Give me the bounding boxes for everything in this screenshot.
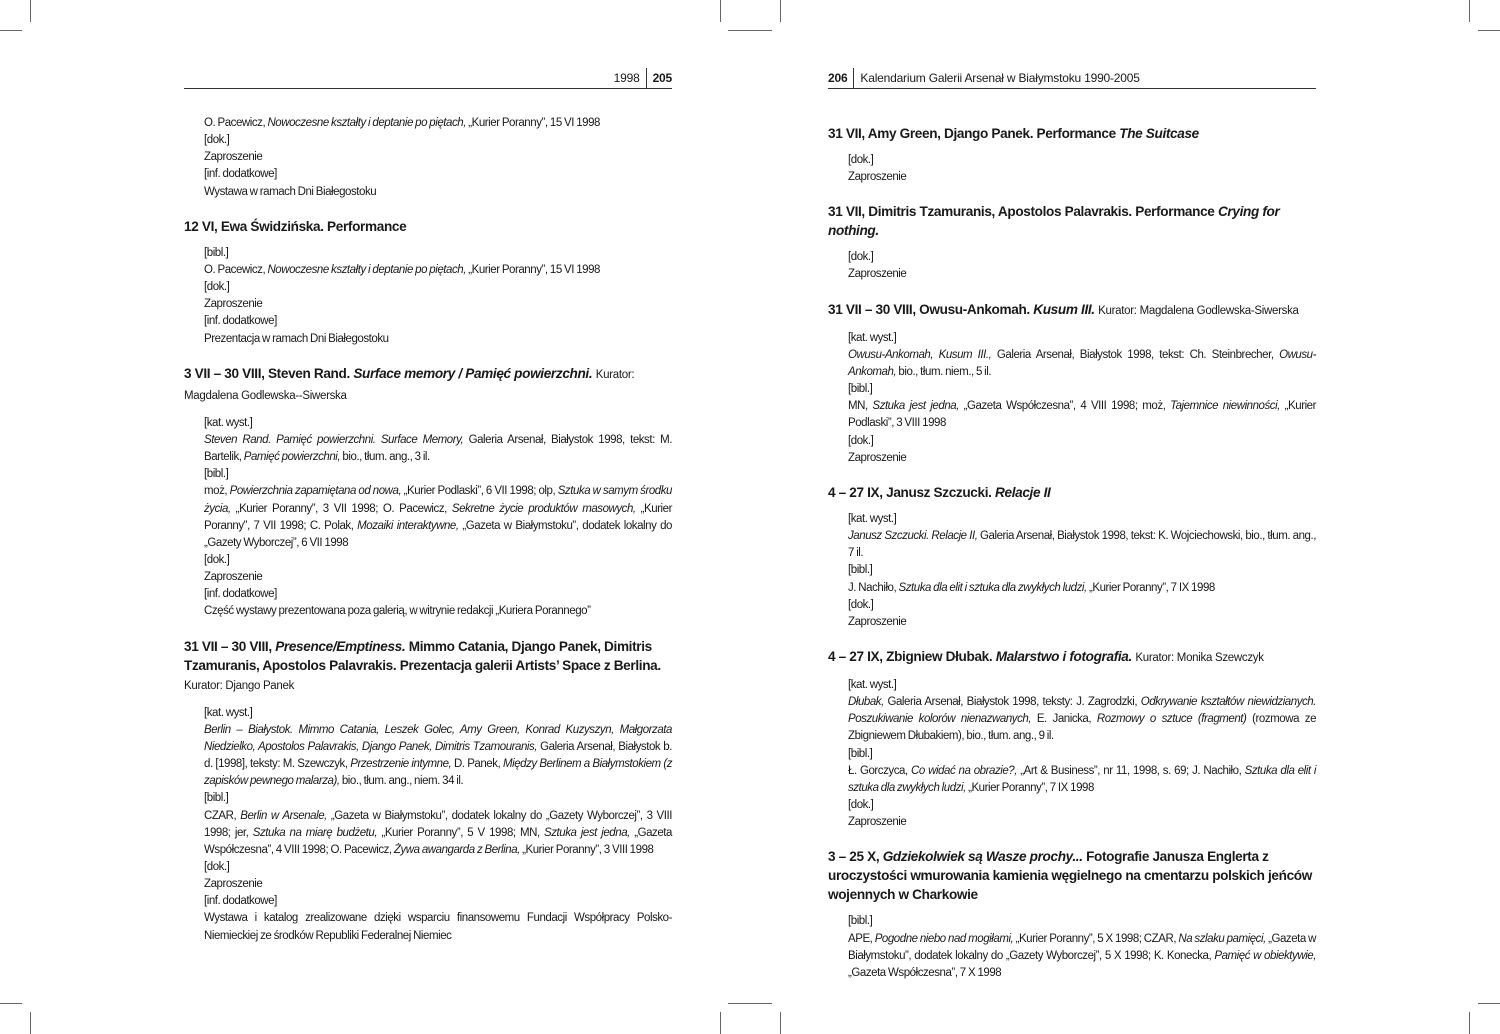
entry-line: Zaproszenie <box>204 151 263 164</box>
entry-title: 31 VII, Dimitris Tzamuranis, Apostolos Palavrakis. Performance Crying for nothing. <box>828 204 1280 239</box>
entry-line: [inf. dodatkowe] <box>204 588 277 601</box>
entry-line: [dok.] <box>848 434 874 447</box>
entry-line: Zaproszenie <box>848 615 907 628</box>
left-page-body <box>184 115 672 961</box>
crop-mark <box>30 0 31 22</box>
entry-line: O. Pacewicz, Nowoczesne kształty i deptanie po piętach, „Kurier Poranny”, 15 VI 1998 <box>204 117 600 129</box>
entry-title: 4 – 27 IX, Janusz Szczucki. Relacje II <box>828 484 1051 500</box>
crop-mark <box>1469 0 1470 22</box>
calendar-entry <box>184 637 672 945</box>
running-head <box>828 68 1316 89</box>
crop-mark <box>780 0 781 22</box>
entry-details <box>828 511 1316 631</box>
entry-line: [bibl.] <box>204 246 229 259</box>
entry-title: 12 VI, Ewa Świdzińska. Performance <box>184 218 407 234</box>
crop-mark <box>728 1003 772 1004</box>
entry-line: Janusz Szczucki. Relacje II, Galeria Arsenał, Białystok 1998, tekst: K. Wojciechowski, bio., tłum. ang., 7 il. <box>848 530 1316 560</box>
entry-line: [bibl.] <box>848 915 873 928</box>
entry-details <box>184 245 672 348</box>
entry-line: [dok.] <box>204 281 230 294</box>
calendar-entry <box>828 124 1316 186</box>
entry-line: [dok.] <box>848 251 874 264</box>
entry-line: [kat. wyst.] <box>848 678 897 691</box>
entry-line: Wystawa i katalog zrealizowane dzięki wsparciu finansowemu Fundacji Współpracy Polsko-Niemieckiej ze środków Republiki Federalnej Niemiec <box>204 912 672 942</box>
crop-mark <box>720 1012 721 1034</box>
entry-line: Steven Rand. Pamięć powierzchni. Surface Memory, Galeria Arsenał, Białystok 1998, tekst: M. Bartelik, Pamięć powierzchni, bio., tłum. ang., 3 il. <box>204 433 673 464</box>
calendar-entry <box>184 217 672 348</box>
entry-details <box>184 705 672 945</box>
entry-title: 31 VII – 30 VIII, Presence/Emptiness. Mimmo Catania, Django Panek, Dimitris Tzamuranis, Apostolos Palavrakis. Prezentacja galerii Artists’ Space z Berlina. Kurator: Django Panek <box>184 638 661 692</box>
entry-line: [bibl.] <box>848 564 873 577</box>
entry-details <box>828 330 1316 467</box>
entry-title: 4 – 27 IX, Zbigniew Dłubak. Malarstwo i fotografia. Kurator: Monika Szewczyk <box>828 648 1264 664</box>
calendar-entry <box>828 847 1316 982</box>
entry-line: [kat. wyst.] <box>848 331 897 344</box>
entry-line: Zaproszenie <box>204 298 263 311</box>
calendar-entry <box>184 364 672 621</box>
entry-line: Zaproszenie <box>204 878 263 891</box>
entry-line: O. Pacewicz, Nowoczesne kształty i deptanie po piętach, „Kurier Poranny”, 15 VI 1998 <box>204 263 600 276</box>
entry-line: [dok.] <box>204 553 230 566</box>
entry-title: 3 VII – 30 VIII, Steven Rand. Surface memory / Pamięć powierzchni. Kurator: Magdalena Godlewska--Siwerska <box>184 365 635 402</box>
entry-details <box>828 249 1316 283</box>
crop-mark <box>30 1012 31 1034</box>
entry-line: [inf. dodatkowe] <box>204 168 277 181</box>
calendar-entry <box>828 202 1316 283</box>
entry-line: Prezentacja w ramach Dni Białegostoku <box>204 332 389 345</box>
crop-mark <box>720 0 721 22</box>
calendar-entry <box>828 300 1316 467</box>
page-number: 205 <box>652 71 672 85</box>
continued-entry <box>184 115 672 201</box>
entry-line: [dok.] <box>204 134 230 147</box>
running-head-separator <box>853 68 854 88</box>
entry-line: [dok.] <box>848 598 874 611</box>
entry-line: [dok.] <box>204 861 230 873</box>
entry-title: 31 VII – 30 VIII, Owusu-Ankomah. Kusum III. Kurator: Magdalena Godlewska-Siwerska <box>828 301 1299 317</box>
entry-line: [bibl.] <box>204 792 229 805</box>
calendar-entry <box>828 483 1316 631</box>
entry-line: Dłubak, Galeria Arsenał, Białystok 1998, teksty: J. Zagrodzki, Odkrywanie kształtów niewidzianych. Poszukiwanie kolorów nienazwanych, E. Janicka, Rozmowy o sztuce (fragment) (rozmowa ze Zbigniewem Dłubakiem), bio., tłum. ang., 9 il. <box>848 696 1317 743</box>
entry-line: Zaproszenie <box>204 571 263 584</box>
calendar-entry <box>828 647 1316 831</box>
running-head-title: Kalendarium Galerii Arsenał w Białymstoku 1990-2005 <box>860 71 1140 85</box>
entry-line: [kat. wyst.] <box>848 512 897 525</box>
entry-line: Zaproszenie <box>848 451 907 464</box>
entry-details <box>828 152 1316 186</box>
crop-mark <box>1469 1012 1470 1034</box>
crop-mark <box>0 1003 22 1004</box>
entry-line: Wystawa w ramach Dni Białegostoku <box>204 185 377 198</box>
entry-title: 31 VII, Amy Green, Django Panek. Performance The Suitcase <box>828 126 1199 141</box>
crop-mark <box>1478 30 1500 31</box>
entry-line: Zaproszenie <box>848 816 907 829</box>
entry-details <box>184 115 672 201</box>
crop-mark <box>0 30 22 31</box>
running-head-separator <box>646 68 647 88</box>
entry-details <box>828 913 1316 982</box>
entry-details <box>828 677 1316 831</box>
entry-line: Zaproszenie <box>848 171 907 184</box>
entry-line: J. Nachiło, Sztuka dla elit i sztuka dla zwykłych ludzi, „Kurier Poranny”, 7 IX 1998 <box>848 581 1215 594</box>
entry-title: 3 – 25 X, Gdziekolwiek są Wasze prochy... Fotografie Janusza Englerta z uroczystości wmurowania kamienia węgielnego na cmentarzu polskich jeńców wojennych w Charkowie <box>828 849 1312 903</box>
entry-line: [bibl.] <box>204 468 229 481</box>
entry-details <box>184 415 672 621</box>
entry-line: [inf. dodatkowe] <box>204 895 277 908</box>
entry-line: [inf. dodatkowe] <box>204 315 277 328</box>
running-head-year: 1998 <box>613 71 640 85</box>
entry-line: Berlin – Białystok. Mimmo Catania, Leszek Golec, Amy Green, Konrad Kuzyszyn, Małgorzata Niedzielko, Apostolos Palavrakis, Django Panek, Dimitris Tzamouranis, Galeria Arsenał, Białystok b. d. [1998], teksty: M. Szewczyk, Przestrzenie intymne, D. Panek, Między Berlinem a Białymstokiem (z zapisków pewnego malarza), bio., tłum. ang., niem. 34 il. <box>204 723 673 788</box>
entry-line: Zaproszenie <box>848 268 907 281</box>
entry-line: [kat. wyst.] <box>204 416 253 429</box>
entry-line: moż, Powierzchnia zapamiętana od nowa, „Kurier Podlaski”, 6 VII 1998; olp, Sztuka w samym środku życia, „Kurier Poranny”, 3 VII 1998; O. Pacewicz, Sekretne życie produktów masowych, „Kurier Poranny”, 7 VII 1998; C. Polak, Mozaiki interaktywne, „Gazeta w Białymstoku”, dodatek lokalny do „Gazety Wyborczej”, 6 VII 1998 <box>204 485 672 549</box>
entry-line: [dok.] <box>848 154 874 166</box>
entry-line: [dok.] <box>848 799 874 812</box>
entry-line: Część wystawy prezentowana poza galerią, w witrynie redakcji „Kuriera Porannego” <box>204 605 591 618</box>
entry-line: MN, Sztuka jest jedna, „Gazeta Współczesna”, 4 VIII 1998; moż, Tajemnice niewinności, „Kurier Podlaski”, 3 VIII 1998 <box>848 400 1317 430</box>
entry-line: CZAR, Berlin w Arsenale, „Gazeta w Białymstoku”, dodatek lokalny do „Gazety Wyborczej”, 3 VIII 1998; jer, Sztuka na miarę budżetu, „Kurier Poranny”, 5 V 1998; MN, Sztuka jest jedna, „Gazeta Współczesna”, 4 VIII 1998; O. Pacewicz, Żywa awangarda z Berlina, „Kurier Poranny”, 3 VIII 1998 <box>204 809 672 856</box>
entry-line: Ł. Gorczyca, Co widać na obrazie?, „Art & Business”, nr 11, 1998, s. 69; J. Nachiło, Sztuka dla elit i sztuka dla zwykłych ludzi, „Kurier Poranny”, 7 IX 1998 <box>848 764 1316 794</box>
page-number: 206 <box>828 71 848 85</box>
entry-line: [kat. wyst.] <box>204 706 253 719</box>
entry-line: [bibl.] <box>848 383 873 396</box>
entry-line: APE, Pogodne niebo nad mogiłami, „Kurier Poranny”, 5 X 1998; CZAR, Na szlaku pamięci, „Gazeta w Białymstoku”, dodatek lokalny do „Gazety Wyborczej”, 5 X 1998; K. Konecka, Pamięć w obiektywie, „Gazeta Współczesna”, 7 X 1998 <box>848 932 1316 979</box>
crop-mark <box>728 30 772 31</box>
entry-line: Owusu-Ankomah, Kusum III., Galeria Arsenał, Białystok 1998, tekst: Ch. Steinbrecher, Owusu-Ankomah, bio., tłum. niem., 5 il. <box>848 348 1316 378</box>
entry-line: [bibl.] <box>848 747 873 760</box>
crop-mark <box>1478 1003 1500 1004</box>
right-page-body <box>828 124 1316 998</box>
crop-mark <box>780 1012 781 1034</box>
running-head <box>184 68 672 89</box>
